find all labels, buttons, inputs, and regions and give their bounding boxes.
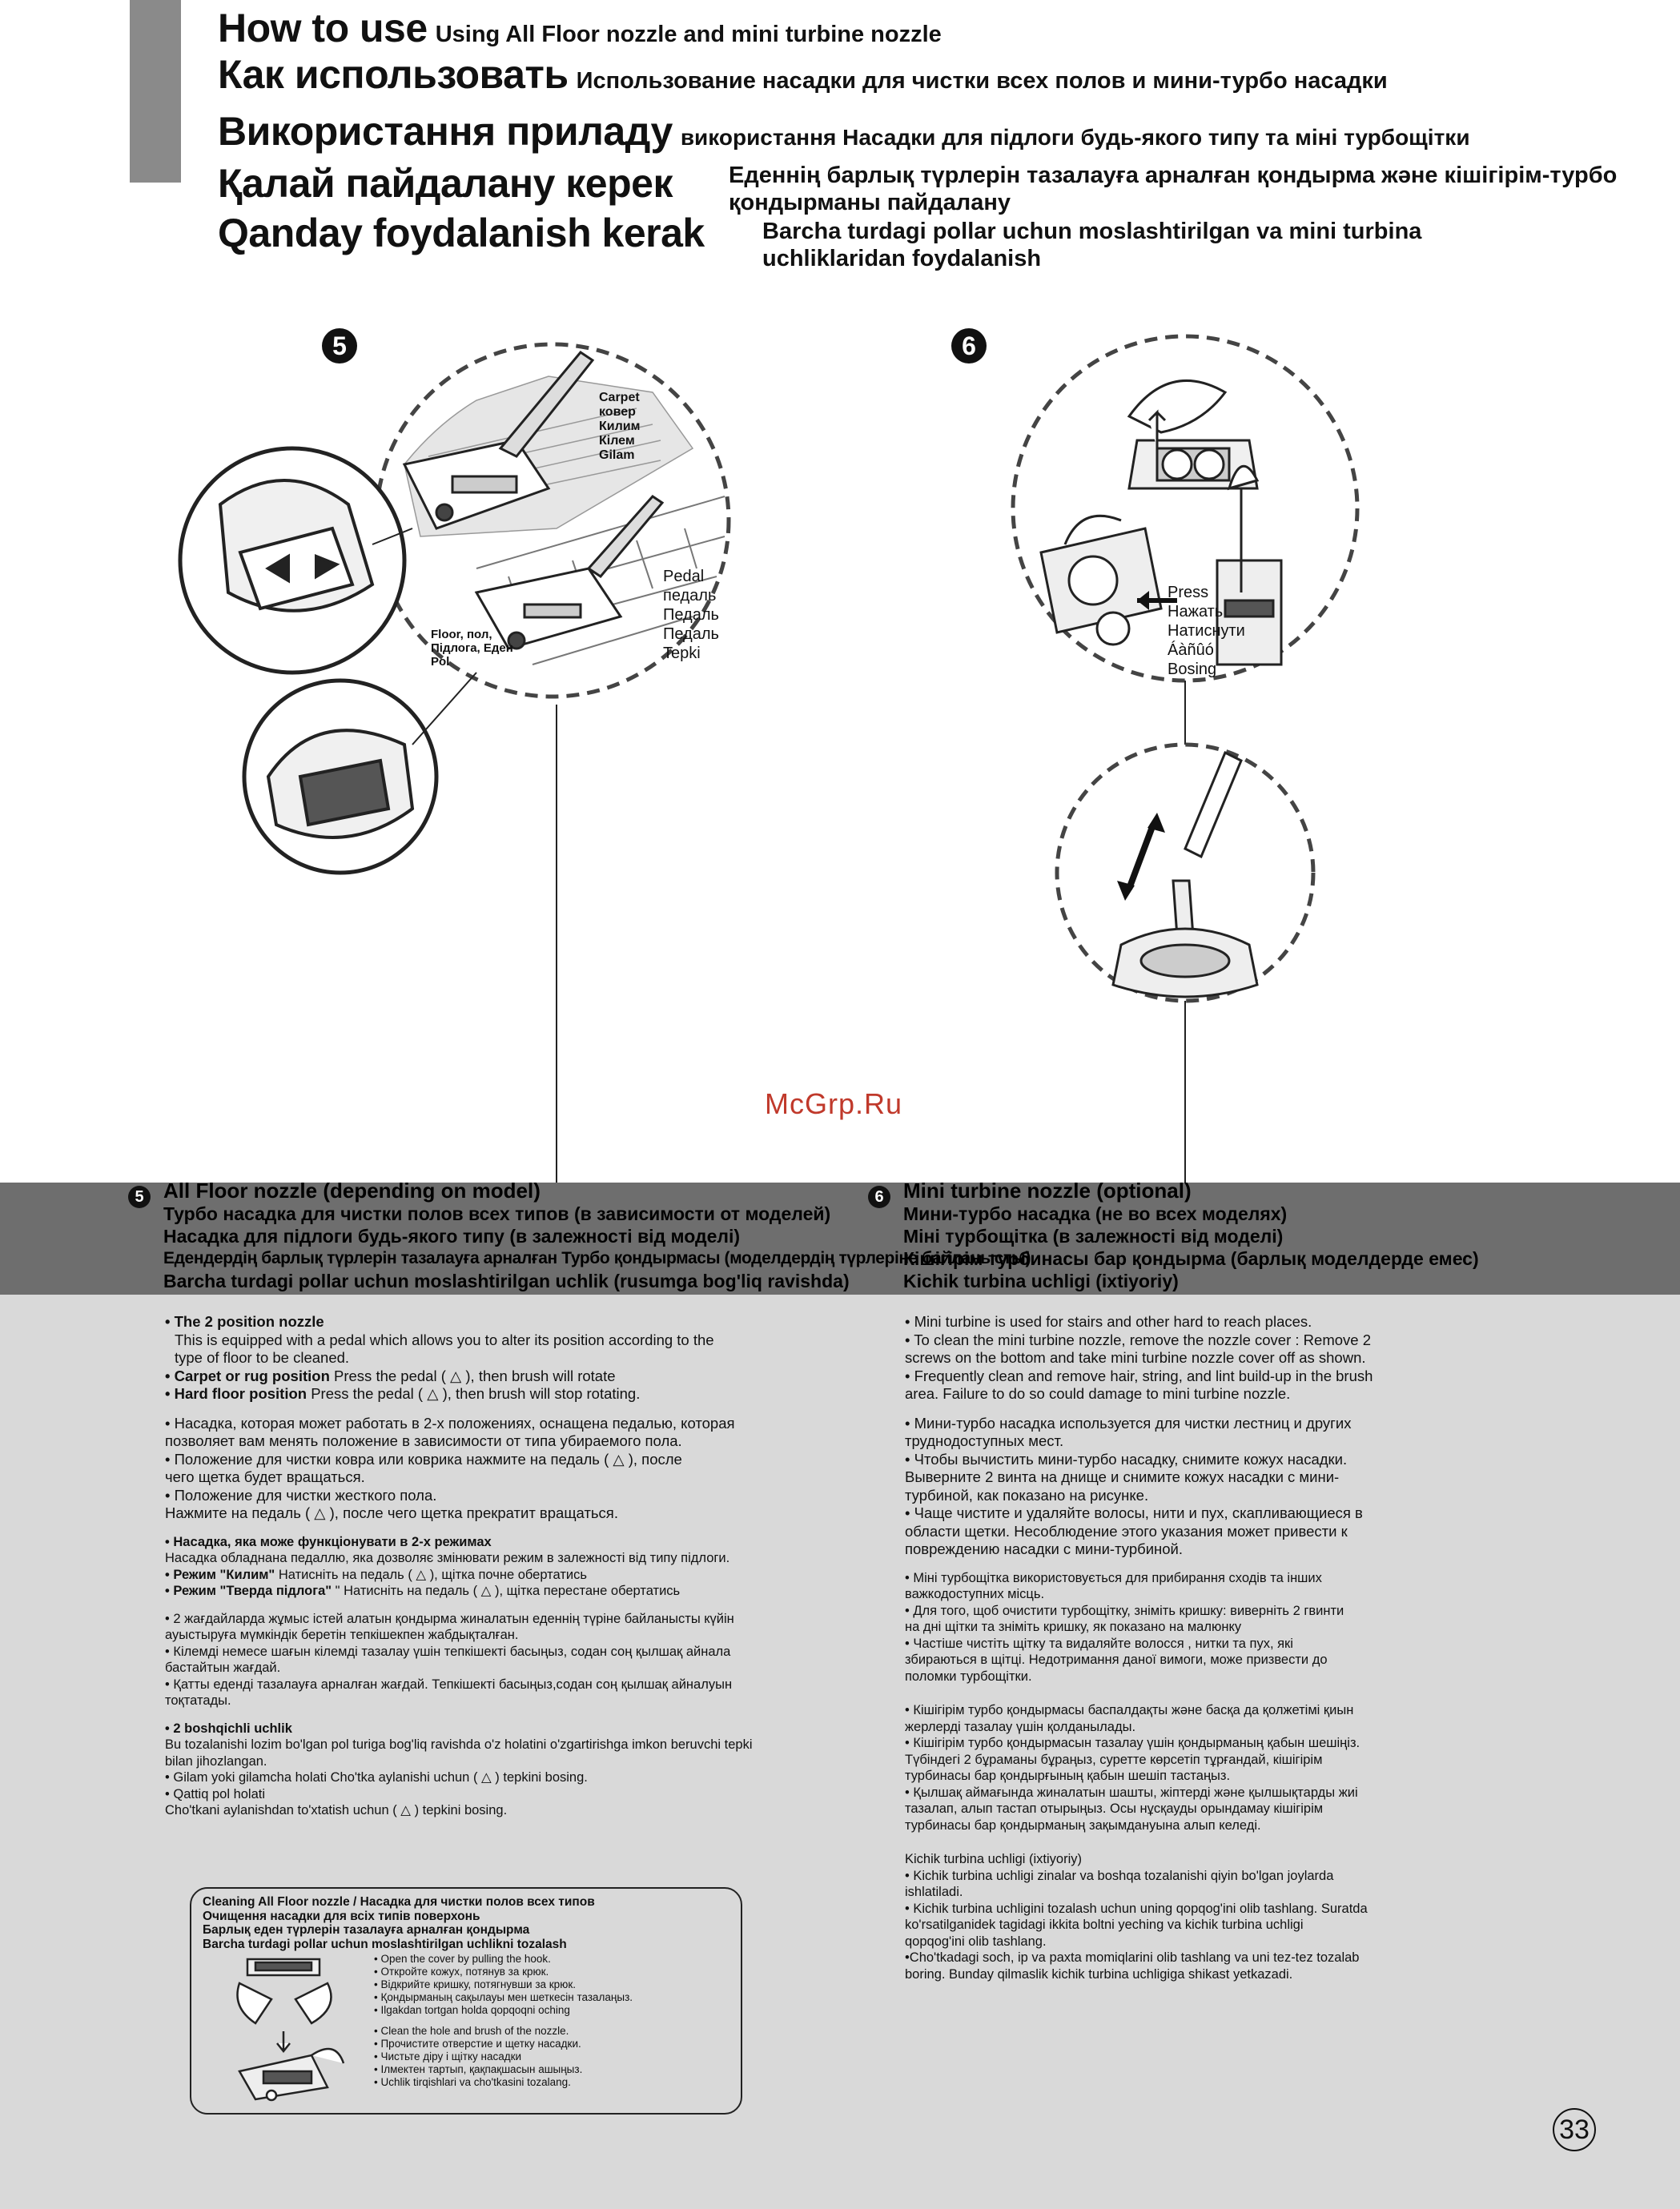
header-title-ua: Використання приладу	[218, 109, 673, 154]
header-row-ua	[218, 108, 1470, 155]
s5-ua-body: Насадка обладнана педаллю, яка дозволяє змінювати режим в залежності від типу підлоги.	[165, 1551, 730, 1565]
section6-heading	[874, 1179, 1479, 1292]
press-callout: Press Нажать Натиснути Áàñûó Bosing	[1168, 584, 1245, 678]
header-subtitle-ru: Использование насадки для чистки всех полов и мини-турбо насадки	[576, 68, 1388, 94]
cleaning-instructions-box	[190, 1887, 742, 2115]
side-tab-marker	[130, 0, 181, 183]
header-subtitle-uz-line1: Barcha turdagi pollar uchun moslashtirilgan va mini turbina	[762, 219, 1422, 244]
s5-en-hard-label: • Hard floor position	[165, 1385, 307, 1402]
s5-en-title: • The 2 position nozzle	[165, 1313, 324, 1330]
cleaning-steps-open: • Open the cover by pulling the hook. • Откройте кожух, потянув за крюк. • Відкрийте кришку, потягнувши за крюк. • Қондырманың сақылауы мен шеткесін тазалаңыз. • Ilgakdan tortgan holda qopqoqni oching	[374, 1953, 633, 2016]
cleaning-box-title: Cleaning All Floor nozzle / Насадка для чистки полов всех типов Очищення насадки для всіх типів поверхонь Барлық еден түрлерін тазалауға арналған қондырма Barcha turdagi pollar uchun moslashtirilgan uchlikni tozalash	[203, 1895, 595, 1951]
carpet-callout: Carpet ковер Килим Кілем Gilam	[599, 391, 641, 462]
floor-callout: Floor, пол, Підлога, Еден Pol	[431, 628, 513, 669]
section6-heading-ru: Мини-турбо насадка (не во всех моделях)	[903, 1203, 1288, 1224]
header-title-uz: Qanday foydalanish kerak	[218, 211, 705, 255]
s5-uz-title: • 2 boshqichli uchlik	[165, 1721, 292, 1736]
s5-ua-carpet-text: Натисніть на педаль ( △ ), щітка почне обертатись	[275, 1567, 587, 1582]
header-row-kz	[218, 160, 673, 207]
s6-uz-text: Kichik turbina uchligi (ixtiyoriy) • Kichik turbina uchligi zinalar va boshqa tozalanishi qiyin bo'lgan joylarda ishlatiladi. • Kichik turbina uchligini tozalash uchun uning qopqog'ini olib tashlang. Suratda ko'rsatilganidek tagidagi ikkita boltni yeching va kichik turbina uchligi qopqog'ini olib tashlang. •Cho'tkadagi soch, ip va paxta momiqlarini olib tashlang va uni tez-tez tozalab boring. Bunday qilmaslik kichik turbina uchligiga shikast yetkazadi.	[905, 1852, 1368, 1982]
page-number: 33	[1553, 2108, 1596, 2151]
section6-number-badge: 6	[868, 1186, 890, 1208]
header-subtitle-kz	[729, 162, 1617, 216]
s5-uz-body: Bu tozalanishi lozim bo'lgan pol turiga bog'liq ravishda o'z holatini o'zgartirishga imkon beruvchi tepki bilan jihozlangan. • Gilam yoki gilamcha holati Cho'tka aylanishi uchun ( △ ) tepkini bosing. • Qattiq pol holati Cho'tkani aylanishdan to'xtatish uchun ( △ ) tepkini bosing.	[165, 1737, 753, 1817]
header-subtitle-en: Using All Floor nozzle and mini turbine nozzle	[435, 22, 942, 47]
header-subtitle-uz-line2: uchliklaridan foydalanish	[762, 246, 1042, 271]
mini-turbine-illustration	[993, 328, 1393, 1185]
section5-heading-en: All Floor nozzle (depending on model)	[163, 1179, 541, 1203]
section5-heading-uz: Barcha turdagi pollar uchun moslashtirilgan uchlik (rusumga bog'liq ravishda)	[163, 1271, 850, 1291]
section5-heading	[135, 1179, 1031, 1292]
s6-ru-text: • Мини-турбо насадка используется для чистки лестниц и других труднодоступных мест. • Чтобы вычистить мини-турбо насадку, снимите кожух насадки. Выверните 2 винта на днище и снимите кожух насадки с мини- турбиной, как показано на рисунке. • Чаще чистите и удаляйте волосы, нити и пух, скапливающиеся в области щетки. Несоблюдение этого указания может привести к повреждению насадки с мини-турбиной.	[905, 1414, 1363, 1557]
section5-body	[165, 1313, 870, 1830]
header-subtitle-kz-line1: Еденнің барлық түрлерін тазалауға арналған қондырма және кішігірім-турбо	[729, 163, 1618, 188]
s5-en-carpet-text: Press the pedal ( △ ), then brush will rotate	[329, 1367, 616, 1384]
s6-kz-text: • Кішігірім турбо қондырмасы баспалдақты және басқа да қолжетімі қиын жерлерді тазалау үшін қолданылады. • Кішігірім турбо қондырмасын тазалау үшін қондырманың қабын шешіңіз. Түбіндегі 2 бұраманы бұраңыз, суретте көрсетіп тұрғандай, кішігірім турбинасы бар қондырғының қабын шешіп тастаңыз. • Қылшақ аймағында жиналатын шашты, жіптерді және қылшықтарды жиі тазалап, алып тастап отырыңыз. Осы нұсқауды орындамау кішігірім турбинасы бар қондырманың зақымдануына алып келеді.	[905, 1703, 1360, 1833]
header-row-uz	[218, 210, 705, 256]
step6-number-badge: 6	[951, 328, 987, 363]
section6-heading-ua: Міні турбощітка (в залежності від моделі)	[903, 1226, 1284, 1247]
s5-kz-text: • 2 жағдайларда жұмыс істей алатын қондырма жиналатын еденнің түріне байланысты күйін ауыстыруға мүмкіндік беретін тепкішекпен жабдықталған. • Кілемді немесе шағын кілемді тазалау үшін тепкішекті басыңыз, содан соң қылшақ айнала бастайтын жағдай. • Қатты еденді тазалауға арналған жағдай. Тепкішекті басыңыз,содан соң қылшақ айналуын тоқтатады.	[165, 1611, 734, 1708]
s5-ru-text: • Насадка, которая может работать в 2-х положениях, оснащена педалью, которая позволяет вам менять положение в зависимости от типа убираемого пола. • Положение для чистки ковра или коврика нажмите на педаль ( △ ), после чего щетка будет вращаться. • Положение для чистки жесткого пола. Нажмите на педаль ( △ ), после чего щетка прекратит вращаться.	[165, 1414, 735, 1521]
s6-ua-text: • Міні турбощітка використовується для прибирання сходів та інших важкодоступних місць. • Для того, щоб очистити турбощітку, зніміть кришку: виверніть 2 гвинти на дні щітки та зніміть кришку, як показано на малюнку • Частіше чистіть щітку та видаляйте волосся , нитки та пух, які збираються в щітці. Недотримання даної вимоги, може призвести до поломки турбощітки.	[905, 1570, 1344, 1684]
header-title-ru: Как использовать	[218, 52, 569, 97]
section6-heading-en: Mini turbine nozzle (optional)	[903, 1179, 1192, 1203]
watermark-text: McGrp.Ru	[765, 1087, 903, 1120]
section5-heading-ru: Турбо насадка для чистки полов всех типов (в зависимости от моделей)	[163, 1203, 831, 1224]
header-title-en: How to use	[218, 6, 428, 50]
s5-en-carpet-label: • Carpet or rug position	[165, 1367, 330, 1384]
s5-ua-title: • Насадка, яка може функціонувати в 2-х режимах	[165, 1534, 492, 1549]
header-row-ru	[218, 51, 1388, 98]
section5-number-badge: 5	[128, 1186, 151, 1208]
s5-ua-hard-text: " Натисніть на педаль ( △ ), щітка перестане обертатись	[332, 1584, 681, 1598]
s6-en-text: • Mini turbine is used for stairs and other hard to reach places. • To clean the mini turbine nozzle, remove the nozzle cover : Remove 2 screws on the bottom and take mini turbine nozzle cover off as shown. • Frequently clean and remove hair, string, and lint build-up in the brush area. Failure to do so could damage to mini turbine nozzle.	[905, 1313, 1373, 1402]
step5-number-badge: 5	[322, 328, 357, 363]
section5-heading-kz: Едендердің барлық түрлерін тазалауға арналған Турбо қондырмасы (моделдердің түрлеріне байланысты)	[163, 1249, 1031, 1267]
section6-body	[905, 1313, 1626, 1994]
section6-heading-uz: Kichik turbina uchligi (ixtiyoriy)	[903, 1271, 1179, 1291]
cleaning-steps-illustration	[215, 1951, 360, 2103]
header-row-en	[218, 5, 942, 51]
s5-ua-hard-label: • Режим "Тверда підлога"	[165, 1584, 332, 1598]
header-subtitle-ua: використання Насадки для підлоги будь-якого типу та міні турбощітки	[680, 125, 1470, 150]
section5-heading-ua: Насадка для підлоги будь-якого типу (в залежності від моделі)	[163, 1226, 741, 1247]
header-title-kz: Қалай пайдалану керек	[218, 161, 673, 206]
header-subtitle-kz-line2: қондырманы пайдалану	[729, 190, 1011, 215]
section6-heading-kz: Кішігірім турбинасы бар қондырма (барлық моделдерде емес)	[903, 1248, 1479, 1269]
cleaning-steps-clean: • Clean the hole and brush of the nozzle. • Прочистите отверстие и щетку насадки. • Чистьте діру і щітку насадки • Ілмектен тартып, қақпақшасын ашыңыз. • Uchlik tirqishlari va cho'tkasini tozalang.	[374, 2025, 583, 2088]
pedal-callout: Pedal педаль Педаль Педаль Tepki	[663, 568, 719, 662]
s5-ua-carpet-label: • Режим "Килим"	[165, 1567, 275, 1582]
all-floor-nozzle-illustration	[172, 328, 749, 1193]
s5-en-body: This is equipped with a pedal which allows you to alter its position according to the type of floor to be cleaned.	[175, 1331, 714, 1366]
s5-en-hard-text: Press the pedal ( △ ), then brush will stop rotating.	[307, 1385, 641, 1402]
header-subtitle-uz	[762, 218, 1421, 272]
